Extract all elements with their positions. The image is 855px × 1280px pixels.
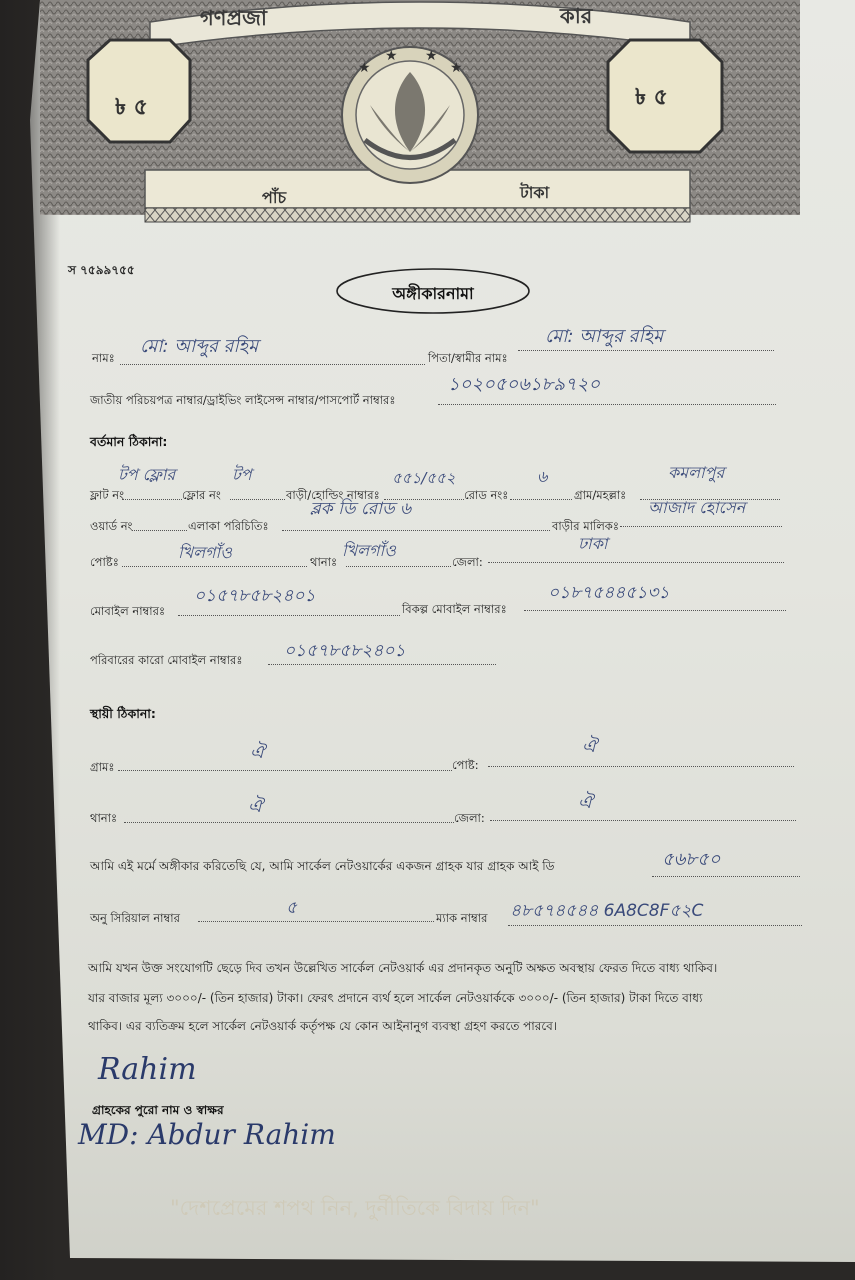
floor-label: ফ্লোর নং [182, 488, 221, 502]
stamp-word-right: টাকা [520, 183, 550, 202]
customer-id-value: ৫৬৮৫০ [662, 849, 721, 870]
thana-label: থানাঃ [310, 555, 338, 569]
name-value: মো: আব্দুর রহিম [140, 336, 259, 357]
mac-label: ম্যাক নাম্বার [436, 911, 488, 925]
name-label: নামঃ [92, 351, 115, 365]
post-value: খিলগাঁও [178, 543, 232, 562]
present-address-heading: বর্তমান ঠিকানা: [90, 434, 168, 449]
p-post-value: ঐ [582, 736, 597, 757]
customer-signature: Rahim [98, 1052, 197, 1087]
svg-text:★: ★ [358, 60, 371, 76]
permanent-address-heading: স্থায়ী ঠিকানা: [90, 706, 156, 721]
onu-serial-line [198, 921, 434, 922]
stamp-header [40, 0, 800, 232]
p-district-line [490, 820, 796, 821]
p-village-line [118, 770, 452, 771]
stamp-header-right-text: কার [560, 4, 593, 28]
road-label: রোড নংঃ [464, 488, 509, 502]
road-line [510, 499, 572, 500]
village-label: গ্রাম/মহল্লাঃ [574, 488, 627, 502]
mobile-line [178, 615, 400, 616]
flat-value: টপ ফ্লোর [118, 465, 176, 484]
district-line [488, 562, 784, 563]
customer-id-line [652, 876, 800, 877]
district-value: ঢাকা [578, 534, 608, 553]
area-value: ব্লক ডি রোড ৬ [310, 499, 412, 519]
ward-label: ওয়ার্ড নং [90, 519, 133, 533]
stamp-serial: স ৭৫৯৯৭৫৫ [68, 263, 135, 277]
owner-label: বাড়ীর মালিকঃ [552, 519, 619, 533]
road-value: ৬ [537, 467, 548, 486]
owner-line [620, 526, 782, 527]
declaration-para-line-2: যার বাজার মূল্য ৩০০০/- (তিন হাজার) টাকা। ফেরৎ প্রদানে ব্যর্থ হলে সার্কেল নেটওয়ার্ককে ৩০০০/- (তিন হাজার) টাকা দিতে বাধ্য [88, 991, 703, 1005]
family-mobile-value: ০১৫৭৮৫৮২৪০১ [284, 641, 406, 661]
p-thana-label: থানাঃ [90, 811, 118, 825]
area-label: এলাকা পরিচিতিঃ [188, 519, 269, 533]
stamp-header-text: গণপ্রজা [200, 6, 268, 30]
name-line [120, 364, 425, 365]
thana-value: খিলগাঁও [342, 541, 396, 560]
area-line [282, 530, 550, 531]
mobile-label: মোবাইল নাম্বারঃ [90, 604, 166, 618]
p-post-line [488, 766, 794, 767]
alt-mobile-value: ০১৮৭৫৪৪৫১৩১ [548, 583, 670, 603]
father-label: পিতা/স্বামীর নামঃ [428, 351, 508, 365]
flat-label: ফ্লাট নং [90, 488, 125, 502]
owner-value: আজাদ হোসেন [648, 498, 746, 517]
onu-serial-value: ৫ [286, 898, 298, 918]
declaration-para-line-1: আমি যখন উক্ত সংযোগটি ছেড়ে দিব তখন উল্লেখিত সার্কেল নেটওয়ার্ক এর প্রদানকৃত অনুটি অক্ষত অবস্থায় ফেরত দিতে বাধ্য থাকিব। [88, 961, 718, 975]
nid-line [438, 404, 776, 405]
mobile-value: ০১৫৭৮৫৮২৪০১ [194, 586, 316, 606]
flat-line [122, 499, 182, 500]
village-value: কমলাপুর [668, 463, 725, 482]
house-label: বাড়ী/হোল্ডিং নাম্বারঃ [286, 488, 380, 502]
post-label: পোষ্টঃ [90, 555, 119, 569]
mac-value: ৪৮৫৭৪৫৪৪ 6A8C8F৫২C [510, 901, 704, 921]
p-thana-value: ঐ [248, 796, 263, 817]
district-label: জেলা: [452, 555, 483, 569]
ward-line [132, 530, 187, 531]
declaration-line: আমি এই মর্মে অঙ্গীকার করিতেছি যে, আমি সার্কেল নেটওয়ার্কের একজন গ্রাহক যার গ্রাহক আই ডি [90, 859, 555, 873]
family-mobile-label: পরিবারের কারো মোবাইল নাম্বারঃ [90, 653, 243, 667]
customer-full-name: MD: Abdur Rahim [78, 1118, 336, 1151]
floor-value: টপ [232, 465, 252, 484]
nid-label: জাতীয় পরিচয়পত্র নাম্বার/ড্রাইভিং লাইসেন্স নাম্বার/পাসপোর্ট নাম্বারঃ [90, 393, 396, 407]
p-thana-line [124, 822, 454, 823]
svg-text:★: ★ [385, 48, 398, 64]
signature-label: গ্রাহকের পুরো নাম ও স্বাক্ষর [92, 1103, 224, 1117]
p-district-label: জেলা: [454, 811, 485, 825]
onu-serial-label: অনু সিরিয়াল নাম্বার [90, 911, 180, 925]
father-value: মো: আব্দুর রহিম [545, 326, 664, 347]
thana-line [346, 566, 451, 567]
p-post-label: পোষ্ট: [452, 758, 479, 772]
floor-line [230, 499, 285, 500]
nid-value: ১০২০৫০৬১৮৯৭২০ [448, 374, 601, 395]
document-title: অঙ্গীকারনামা [392, 284, 474, 303]
svg-text:★: ★ [450, 60, 463, 76]
alt-mobile-line [524, 610, 786, 611]
stamp-value-left: ৳ ৫ [115, 95, 148, 120]
house-value: ৫৫১/৫৫২ [392, 469, 456, 487]
p-village-label: গ্রামঃ [90, 760, 115, 774]
p-district-value: ঐ [578, 792, 593, 813]
p-village-value: ঐ [250, 742, 265, 763]
watermark-slogan: "দেশপ্রেমের শপথ নিন, দুর্নীতিকে বিদায় দিন" [170, 1196, 540, 1220]
stamp-word-left: পাঁচ [262, 188, 287, 207]
svg-text:★: ★ [425, 48, 438, 64]
alt-mobile-label: বিকল্প মোবাইল নাম্বারঃ [402, 602, 507, 616]
declaration-para-line-3: থাকিব। এর ব্যতিক্রম হলে সার্কেল নেটওয়ার্ক কর্তৃপক্ষ যে কোন আইনানুগ ব্যবস্থা গ্রহণ করতে পারবে। [88, 1019, 558, 1033]
stamp-value-right: ৳ ৫ [635, 85, 668, 110]
